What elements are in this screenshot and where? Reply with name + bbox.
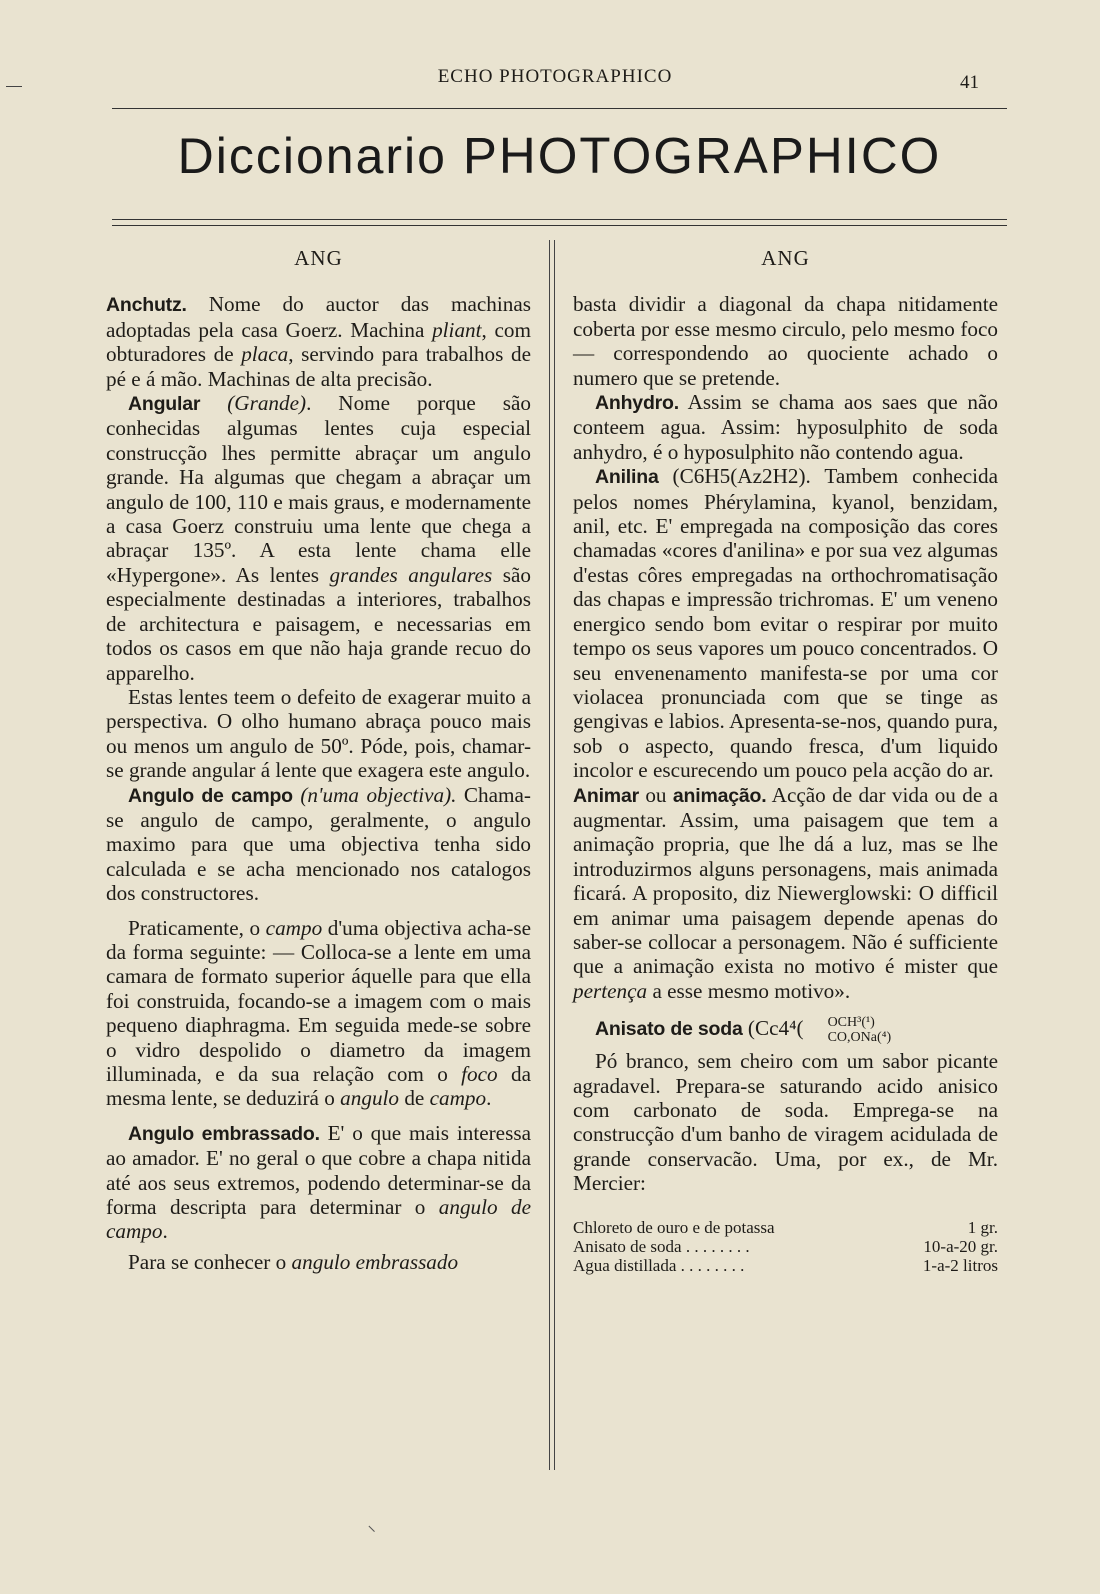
paragraph-perspectiva: Estas lentes teem o defeito de exagerar muito a perspectiva. O olho humano abraça pouco mais ou menos um angulo de 50º. Póde, pois, chamar-se grande angular á lente que exagera este angulo.: [106, 684, 531, 783]
recipe-table: [573, 1218, 998, 1275]
column-divider-right: [554, 240, 555, 1470]
right-column: [573, 238, 998, 1275]
recipe-amount: 10-a-20 gr.: [923, 1236, 998, 1256]
paragraph-continuation: basta dividir a diagonal da chapa nitidamente coberta por esse mesmo circulo, pelo mesmo foco — correspondendo ao quociente achado o numero que se pretende.: [573, 292, 998, 390]
formula: [806, 1015, 892, 1045]
column-divider-left: [549, 240, 550, 1470]
recipe-amount: 1 gr.: [967, 1217, 998, 1237]
left-column: [106, 238, 531, 1274]
title-rule-bottom: [112, 225, 1007, 226]
paragraph-anisato: Pó branco, sem cheiro com um sabor picante agradavel. Prepara-se saturando acido anisico com carbonato de soda. Emprega-se na construcção d'um banho de viragem acidulada de grande conservacão. Uma, por ex., de Mr. Mercier:: [573, 1049, 998, 1196]
entry-anilina: Anilina (C6H5(Az2H2). Tambem conhecida pelos nomes Phérylamina, kyanol, benzidam, anil, etc. E' empregada na composição das cores chamadas «cores d'anilina» e por sua vez algumas d'estas côres empregadas na orthochromatisação das chapas e impressão trichromas. E' um veneno energico sendo bom evitar o respirar por muito tempo os seus vapores um pouco concentrados. O seu envenenamento manifesta-se por uma cor violacea pronunciada com que se tinge as gengivas e labios. Apresenta-se-nos, quando pura, sob o aspecto, quando fresca, d'um liquido incolor e escurecendo um pouco pela acção do ar.: [573, 464, 998, 783]
entry-term: Anchutz.: [106, 294, 187, 317]
entry-term: Anhydro.: [595, 392, 679, 415]
main-title-word-2: PHOTOGRAPHICO: [462, 127, 942, 184]
entry-term: Animar: [573, 784, 639, 807]
recipe-row: [573, 1237, 998, 1256]
entry-anisato: [573, 1015, 998, 1045]
entry-angulo-de-campo: Angulo de campo (n'uma objectiva). Chama-se angulo de campo, geralmente, o angulo maximo para que uma objectiva tenha sido calculada e se acha mencionado nos catalogos dos constructores.: [106, 782, 531, 906]
entry-anhydro: Anhydro. Assim se chama aos saes que não conteem agua. Assim: hyposulphito de soda anhydro, é o hyposulphito não contendo agua.: [573, 390, 998, 464]
recipe-row: [573, 1218, 998, 1237]
header-rule: [112, 108, 1007, 109]
entry-term: animação.: [672, 784, 767, 807]
entry-term: Angular: [128, 393, 201, 416]
running-title: ECHO PHOTOGRAPHICO: [437, 66, 673, 87]
main-title: [112, 126, 1007, 185]
title-rule-top: [112, 219, 1007, 220]
print-mark: [368, 1520, 380, 1532]
recipe-ingredient: Chloreto de ouro e de potassa: [573, 1217, 775, 1237]
main-title-word-1: Diccionario: [177, 128, 447, 184]
right-section-head: ANG: [761, 246, 810, 270]
formula-prefix: (Cc4⁴(: [742, 1016, 804, 1041]
recipe-ingredient: Agua distillada . . . . . . . .: [573, 1255, 745, 1275]
left-section-head: ANG: [294, 246, 343, 270]
entry-term: Anilina: [595, 466, 659, 489]
binding-mark: [6, 86, 22, 87]
entry-anchutz: Anchutz. Nome do auctor das machinas adoptadas pela casa Goerz. Machina pliant, com obturadores de placa, servindo para trabalhos de pé e á mão. Machinas de alta precisão.: [106, 292, 531, 391]
entry-animar: Animar ou animação. Acção de dar vida ou de a augmentar. Assim, uma paisagem que tem a animação propria, que lhe dá a luz, mas se lhe introduzirmos alguns personagens, mais animada ficará. A proposito, diz Niewerglowski: O difficil em animar uma paisagem depende apenas do saber-se collocar a personagem. Não é sufficiente que a animação exista no motivo é mister que pertença a esse mesmo motivo».: [573, 782, 999, 1003]
recipe-amount: 1-a-2 litros: [922, 1255, 998, 1275]
entry-term: Angulo embrassado.: [128, 1122, 320, 1145]
entry-angulo-embrassado: Angulo embrassado. E' o que mais interessa ao amador. E' no geral o que cobre a chapa nitida até aos seus extremos, podendo determinar-se da forma descripta para determinar o angulo de campo.: [106, 1120, 531, 1244]
formula-bottom: CO,ONa(⁴): [827, 1030, 892, 1046]
formula-top: OCH³(¹): [827, 1015, 875, 1031]
recipe-ingredient: Anisato de soda . . . . . . . .: [573, 1236, 750, 1256]
paragraph-para-se-conhecer: Para se conhecer o angulo embrassado: [128, 1249, 459, 1274]
paragraph-praticamente: Praticamente, o campo d'uma objectiva acha-se da forma seguinte: — Colloca-se a lente em uma camara de formato superior áquelle para que ella foi construida, focando-se a imagem com o mais pequeno diaphragma. Em seguida mede-se sobre o vidro despolido o diametro da imagem illuminada, e da sua relação com o foco da mesma lente, se deduzirá o angulo de campo.: [106, 915, 531, 1111]
entry-term: Anisato de soda: [595, 1018, 743, 1041]
entry-angular: Angular (Grande). Nome porque são conhecidas algumas lentes cuja especial construcção lhes permitte abraçar um angulo grande. Ha algumas que chegam a abraçar um angulo de 100, 110 e mais graus, e modernamente a casa Goerz construiu uma lente que chega a abraçar 135º. A esta lente chama elle «Hypergone». As lentes grandes angulares são especialmente destinadas a interiores, trabalhos de architectura e paisagem, e necessarias em todos os casos em que não haja grande recuo do apparelho.: [106, 391, 532, 685]
recipe-row: [573, 1256, 998, 1275]
entry-term: Angulo de campo: [128, 784, 293, 807]
page-number: 41: [960, 72, 979, 93]
